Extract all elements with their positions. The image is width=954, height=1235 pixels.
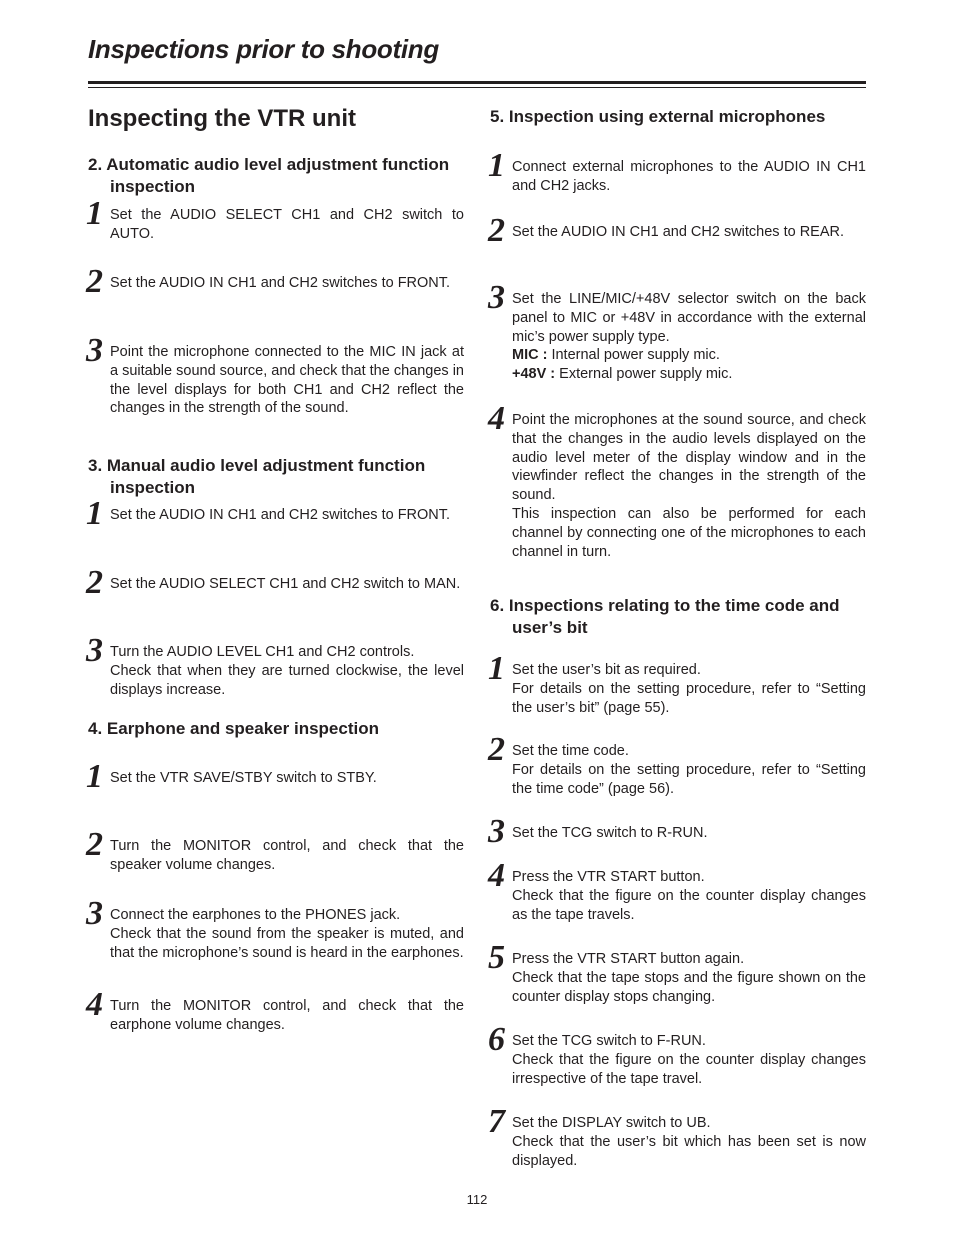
- step-number: 7: [488, 1103, 505, 1140]
- step-text: Turn the MONITOR control, and check that the speaker volume changes.: [110, 838, 464, 873]
- header-rule-thick: [88, 81, 866, 84]
- spec-key: +48V :: [512, 366, 556, 383]
- step-number: 3: [488, 813, 505, 850]
- spec-line: [512, 365, 866, 384]
- step: [488, 279, 866, 384]
- step: [86, 895, 464, 962]
- step-text: Check that the sound from the speaker is muted, and that the microphone’s sound is heard in the earphones.: [110, 925, 464, 961]
- step-number: 2: [86, 263, 103, 300]
- step: [86, 332, 464, 418]
- step: [488, 650, 866, 717]
- step-text: Turn the MONITOR control, and check that the earphone volume changes.: [110, 998, 464, 1033]
- subsection-heading: 6. Inspections relating to the time code and user’s bit: [490, 596, 840, 637]
- step-text: Point the microphone connected to the MIC IN jack at a suitable sound source, and check that the changes in the level displays for both CH1 and CH2 reflect the changes in the strength of the sound.: [110, 344, 464, 417]
- step-text: Connect external microphones to the AUDIO IN CH1 and CH2 jacks.: [512, 159, 866, 194]
- step-text: Set the AUDIO SELECT CH1 and CH2 switch to MAN.: [110, 576, 461, 592]
- step-text: Check that the user’s bit which has been set is now displayed.: [512, 1133, 866, 1169]
- step: [488, 857, 866, 924]
- spec-key: MIC :: [512, 347, 548, 364]
- spec-value: Internal power supply mic.: [551, 347, 720, 364]
- step-number: 3: [488, 279, 505, 316]
- step-number: 4: [86, 986, 103, 1023]
- page-number: 112: [466, 1192, 488, 1207]
- step: [86, 632, 464, 699]
- step: [488, 212, 866, 249]
- step-text: Set the TCG switch to R-RUN.: [512, 825, 708, 841]
- step-text: Set the LINE/MIC/+48V selector switch on the back panel to MIC or +48V in accordance with the external mic’s power supply type.: [512, 291, 866, 345]
- step: [86, 986, 464, 1035]
- step-number: 4: [488, 857, 505, 894]
- step-number: 3: [86, 632, 103, 669]
- step-number: 1: [86, 758, 103, 795]
- step-number: 1: [488, 650, 505, 687]
- step-text: Point the microphones at the sound source, and check that the changes in the audio levels displayed on the audio level meter of the display window and in the viewfinder reflect the changes in the strength of the sound.: [512, 412, 866, 504]
- step-text: Set the AUDIO IN CH1 and CH2 switches to FRONT.: [110, 507, 451, 523]
- step: [86, 564, 464, 601]
- step-text: Set the TCG switch to F-RUN.: [512, 1033, 706, 1049]
- spec-value: External power supply mic.: [559, 366, 733, 383]
- step-text: Connect the earphones to the PHONES jack.: [110, 907, 401, 923]
- step-number: 1: [488, 147, 505, 184]
- step-text: For details on the setting procedure, refer to “Setting the user’s bit” (page 55).: [512, 680, 866, 716]
- section-title: Inspecting the VTR unit: [88, 105, 356, 132]
- subsection-heading: 4. Earphone and speaker inspection: [88, 719, 379, 738]
- header-rule-thin: [88, 87, 866, 88]
- step: [86, 758, 464, 795]
- step-text: This inspection can also be performed for each channel by connecting one of the microphones to each channel in turn.: [512, 505, 866, 560]
- subsection-heading: 2. Automatic audio level adjustment function inspection: [88, 155, 450, 196]
- step-number: 2: [86, 826, 103, 863]
- step-text: Turn the AUDIO LEVEL CH1 and CH2 controls.: [110, 644, 415, 660]
- step-text: Check that the figure on the counter display changes irrespective of the tape travel.: [512, 1051, 866, 1087]
- step: [488, 813, 866, 850]
- step-text: For details on the setting procedure, refer to “Setting the time code” (page 56).: [512, 761, 866, 797]
- step-text: Check that the tape stops and the figure shown on the counter display stops changing.: [512, 969, 866, 1005]
- step-text: Set the AUDIO SELECT CH1 and CH2 switch to AUTO.: [110, 207, 464, 242]
- step-number: 1: [86, 195, 103, 232]
- step-text: Check that when they are turned clockwise, the level displays increase.: [110, 662, 464, 698]
- step-text: Set the DISPLAY switch to UB.: [512, 1115, 711, 1131]
- step-number: 5: [488, 939, 505, 976]
- step-number: 3: [86, 895, 103, 932]
- step-number: 1: [86, 495, 103, 532]
- step: [86, 826, 464, 875]
- step: [488, 147, 866, 196]
- subsection-heading: 5. Inspection using external microphones: [490, 107, 826, 126]
- step-number: 2: [488, 731, 505, 768]
- step-number: 3: [86, 332, 103, 369]
- step: [488, 731, 866, 798]
- step-text: Set the user’s bit as required.: [512, 662, 701, 678]
- step: [86, 495, 464, 532]
- step-text: Set the VTR SAVE/STBY switch to STBY.: [110, 770, 377, 786]
- step-number: 4: [488, 400, 505, 437]
- step-number: 6: [488, 1021, 505, 1058]
- subsection-heading: 3. Manual audio level adjustment function inspection: [88, 456, 426, 497]
- step-text: Set the AUDIO IN CH1 and CH2 switches to FRONT.: [110, 275, 451, 291]
- step: [86, 195, 464, 244]
- step-text: Set the AUDIO IN CH1 and CH2 switches to REAR.: [512, 224, 845, 240]
- step-number: 2: [488, 212, 505, 249]
- page-header-title: Inspections prior to shooting: [88, 34, 439, 64]
- step-number: 2: [86, 564, 103, 601]
- step: [488, 1021, 866, 1088]
- step-text: Set the time code.: [512, 743, 629, 759]
- step-text: Press the VTR START button.: [512, 869, 705, 885]
- step-text: Press the VTR START button again.: [512, 951, 745, 967]
- spec-line: [512, 346, 866, 365]
- step: [86, 263, 464, 300]
- step: [488, 939, 866, 1006]
- step: [488, 1103, 866, 1170]
- step-text: Check that the figure on the counter display changes as the tape travels.: [512, 887, 866, 923]
- step: [488, 400, 866, 561]
